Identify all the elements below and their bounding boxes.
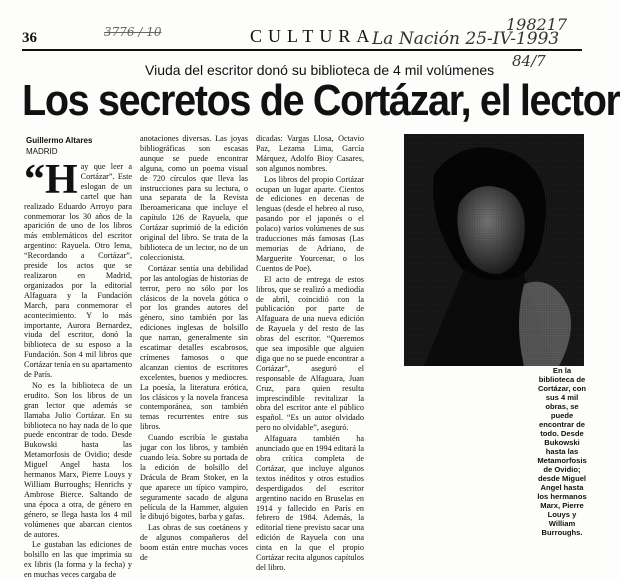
handwritten-number-note: 198217 [506,15,568,34]
handwritten-source-note: La Nación 25-IV-1993 [372,29,560,49]
article-column-2 [140,134,248,563]
paragraph: anotaciones diversas. Las joyas bibliográficas son escasas aunque se puede encontrar alguna, como un poema visual de 720 círculos que lleva las instrucciones para su lectura, o una separata de la Revista Iberoamericana que incluye el capítulo 126 de Rayuela, que Cortázar suprimió de la edición original del libro. Se trata de la biblioteca de un lector, no de un coleccionista. [140,134,248,262]
cortazar-portrait-photo [404,134,584,366]
paragraph: dicadas: Vargas Llosa, Octavio Paz, Lezama Lima, García Márquez, Adolfo Bioy Casares, son algunos nombres. [256,134,364,173]
dropcap: “H [24,157,78,203]
page-number: 36 [22,30,37,46]
paragraph: Cuando escribía le gustaba jugar con los libros, y también cuando leía. Sobre su portada de la edición de bolsillo del Drácula de Bram Stoker, en la que aparece un típico vampiro, seguramente sacado de alguna película de la Hammer, alguien le dibujó bigotes, barba y gafas. [140,433,248,522]
paragraph: No es la biblioteca de un erudito. Son los libros de un gran lector que además se llamaba Julio Cortázar. En su biblioteca no hay nada de lo que puede encontrar de todo. Desde Bukowski hasta las Metamorfosis de Ovidio; desde Miguel Angel hasta los hermanos Marx, Pierre Louys y William Burroughs; Henrichs y Ambrose Bierce. Saltando de una época a otra, de género en género, se llega hasta los 4 mil volúmenes que abarcan cientos de autores. [24,380,132,539]
paragraph: ay que leer a Cortázar”. Este eslogan de un cartel que han realizado Eduardo Arroyo para conmemorar los 30 años de la aparición de uno de los libros más emblemáticos del escritor argentino: Rayuela. Otro lema, “Recordando a Cortázar”, preside los actos que se realizaron en Madrid, organizados por la editorial Alfaguara y la Fundación March, para conmemorar el acontecimiento. Y lo más importante, Aurora Bernardez, viuda del escritor, donó la biblioteca de su esposo a la Fundación. Son 4 mil libros que Cortázar tenía en su apartamento de París. [24,162,132,380]
byline: Guillermo Altares [26,136,93,145]
paragraph: Cortázar sentía una debilidad por las antologías de historias de terror, pero no sólo por los clásicos de la novela gótica o por los grandes autores del género, sino también por las ediciones inglesas de bolsillo que narran, generalmente sin escatimar detalles escabrosos, crímenes famosos o que alcanzan cientos de escritores excelentes, buenos y mediocres. La poesía, la literatura erótica, los clásicos y la novela francesa contemporánea, son también temas recurrentes entre sus libros. [140,263,248,432]
paragraph: El acto de entrega de estos libros, que se realizó a mediodía de abril, coincidió con la publicación por parte de Alfaguara de una nueva edición de Rayuela y del resto de las obras del escritor. “Queremos que sea imposible que alguien diga que no se puede encontrar a Cortázar”, aseguró el responsable de Alfaguara, Juan Cruz, para quien resulta imprescindible revitalizar la obra del escritor ante el público español. “Es un autor olvidado pero no olvidable”, aseguró. [256,274,364,433]
article-column-1 [24,157,132,580]
handwritten-code-note: 84/7 [512,52,546,70]
paragraph: Las obras de sus coetáneos y de algunos compañeros del boom están entre muchas voces de [140,523,248,563]
dateline: MADRID [26,147,58,156]
section-title: CULTURA [250,26,376,46]
paragraph: Alfaguara también ha anunciado que en 1994 editará la obra crítica completa de Cortázar, que incluye algunos textos inéditos y otros estudios desperdigados del escritor argentino nacido en Bruselas en 1914 y fallecido en París en febrero de 1984. Además, la editorial tiene previsto sacar una edición de Rayuela con una cinta en la que el propio Cortázar recita algunos capítulos del libro. [256,434,364,572]
article-column-3 [256,134,364,572]
article-column-4 [452,366,532,496]
article-subtitle: Viuda del escritor donó su biblioteca de 4 mil volúmenes [145,62,495,78]
header-rule [22,49,582,51]
handwritten-crossed-note: 3776 / 10 [104,25,162,39]
paragraph: Los libros del propio Cortázar ocupan un lugar aparte. Cientos de ediciones en decenas de lenguas (desde el hebreo al ruso, pasando por el japonés o el polaco) varios volúmenes de sus traducciones más famosas (Las memorias de Adriano, de Marguerite Yourcenar, o los Cuentos de Poe). [256,174,364,273]
paragraph: Le gustaban las ediciones de bolsillo en las que imprimía su ex libris (la forma y la fecha) y en muchas veces cargaba de [24,540,132,580]
article-headline: Los secretos de Cortázar, el lector [22,76,620,125]
photo-caption: En la biblioteca de Cortázar, con sus 4 mil obras, se puede encontrar de todo. Desde Bukowski hasta las Metamorfosis de Ovidio; desde Miguel Angel hasta los hermanos Marx, Pierre Louys y William Burroughs. [537,366,587,537]
